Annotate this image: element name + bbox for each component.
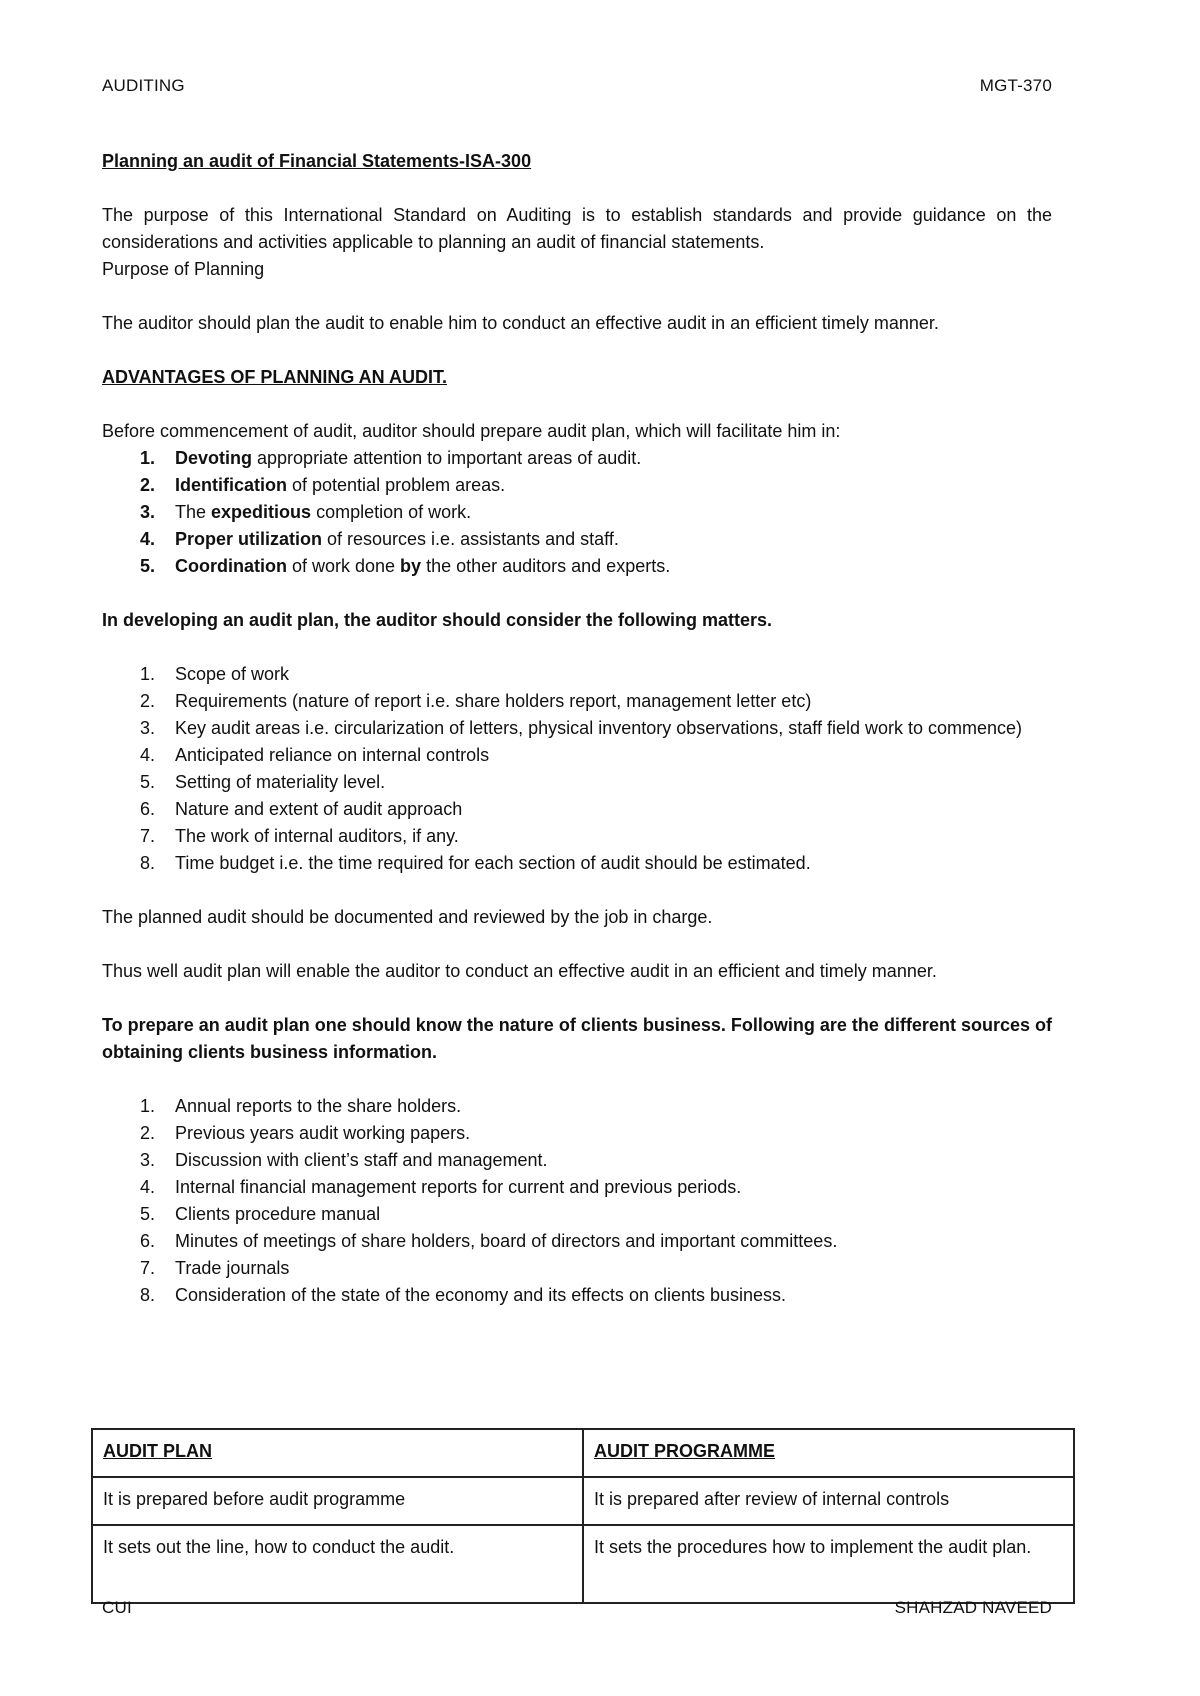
header-course-code: MGT-370	[979, 76, 1052, 95]
document-body	[102, 148, 1052, 1309]
list-item: 5. Clients procedure manual	[140, 1204, 381, 1224]
list-item: 8. Consideration of the state of the economy and its effects on clients business.	[140, 1285, 787, 1305]
page-header	[102, 76, 1052, 96]
advantages-list	[102, 445, 1052, 580]
thus-paragraph: Thus well audit plan will enable the auditor to conduct an effective audit in an efficient and timely manner.	[102, 961, 937, 981]
footer-institution: CUI	[102, 1598, 132, 1617]
table-cell: It is prepared before audit programme	[92, 1477, 583, 1525]
table-row	[92, 1525, 1074, 1603]
list-item: 8. Time budget i.e. the time required for each section of audit should be estimated.	[140, 853, 811, 873]
comparison-table	[91, 1428, 1075, 1604]
developing-list	[102, 661, 1052, 877]
list-item: 4. Internal financial management reports for current and previous periods.	[140, 1177, 742, 1197]
intro-paragraph: The purpose of this International Standard on Auditing is to establish standards and provide guidance on the considerations and activities applicable to planning an audit of financial statements.	[102, 205, 1052, 252]
purpose-label: Purpose of Planning	[102, 259, 265, 279]
list-item: 5. Setting of materiality level.	[140, 772, 386, 792]
footer-author: SHAHZAD NAVEED	[894, 1598, 1052, 1617]
developing-heading: In developing an audit plan, the auditor should consider the following matters.	[102, 610, 773, 630]
page-title: Planning an audit of Financial Statements-ISA-300	[102, 151, 532, 171]
advantages-heading: ADVANTAGES OF PLANNING AN AUDIT.	[102, 367, 447, 387]
advantages-lead: Before commencement of audit, auditor should prepare audit plan, which will facilitate him in:	[102, 421, 841, 441]
list-item: 7. The work of internal auditors, if any.	[140, 826, 459, 846]
list-item: 2. Previous years audit working papers.	[140, 1123, 471, 1143]
list-item: 4. Proper utilization of resources i.e. assistants and staff.	[140, 529, 619, 549]
list-item: 5. Coordination of work done by the other auditors and experts.	[140, 556, 671, 576]
table-cell: It sets the procedures how to implement the audit plan.	[583, 1525, 1074, 1603]
table-cell: It sets out the line, how to conduct the audit.	[92, 1525, 583, 1603]
list-item: 2. Requirements (nature of report i.e. share holders report, management letter etc)	[140, 691, 812, 711]
list-item: 3. Key audit areas i.e. circularization of letters, physical inventory observations, staff field work to commence)	[140, 718, 1023, 738]
table-header-audit-programme: AUDIT PROGRAMME	[583, 1429, 1074, 1477]
list-item: 3. Discussion with client’s staff and management.	[140, 1150, 548, 1170]
list-item: 2. Identification of potential problem areas.	[140, 475, 506, 495]
table-cell: It is prepared after review of internal controls	[583, 1477, 1074, 1525]
list-item: 4. Anticipated reliance on internal controls	[140, 745, 490, 765]
list-item: 1. Scope of work	[140, 664, 290, 684]
table-header-row	[92, 1429, 1074, 1477]
list-item: 3. The expeditious completion of work.	[140, 502, 472, 522]
documented-paragraph: The planned audit should be documented and reviewed by the job in charge.	[102, 907, 713, 927]
list-item: 1. Devoting appropriate attention to important areas of audit.	[140, 448, 642, 468]
table-header-audit-plan: AUDIT PLAN	[92, 1429, 583, 1477]
page-footer	[102, 1598, 1052, 1618]
table-row	[92, 1477, 1074, 1525]
list-item: 1. Annual reports to the share holders.	[140, 1096, 462, 1116]
list-item: 6. Nature and extent of audit approach	[140, 799, 463, 819]
header-course-name: AUDITING	[102, 76, 185, 95]
purpose-paragraph: The auditor should plan the audit to enable him to conduct an effective audit in an efficient timely manner.	[102, 313, 939, 333]
sources-list	[102, 1093, 1052, 1309]
sources-heading: To prepare an audit plan one should know the nature of clients business. Following are the different sources of obtaining clients business information.	[102, 1015, 1052, 1062]
list-item: 6. Minutes of meetings of share holders, board of directors and important committees.	[140, 1231, 838, 1251]
list-item: 7. Trade journals	[140, 1258, 290, 1278]
